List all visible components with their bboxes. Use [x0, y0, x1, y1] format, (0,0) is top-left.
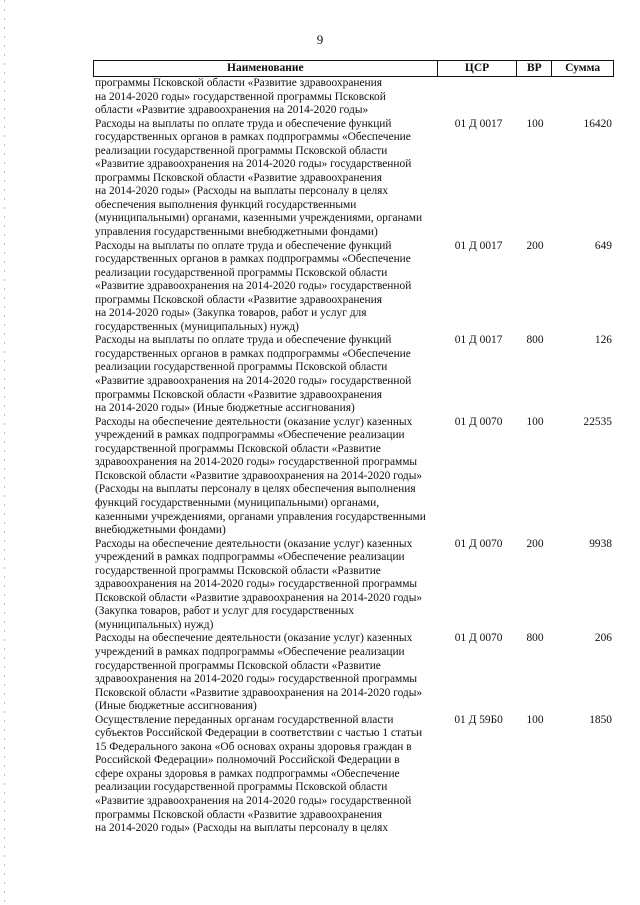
row-csr: 01 Д 0017: [454, 117, 503, 130]
table-row: [93, 538, 614, 633]
row-sum: 9938: [589, 537, 612, 550]
row-csr: 01 Д 0070: [454, 537, 503, 550]
header-vr: ВР: [517, 61, 552, 76]
table-row: [93, 632, 614, 713]
row-csr: 01 Д 59Б0: [454, 713, 503, 726]
row-vr: 800: [526, 334, 544, 347]
page-number: 9: [316, 32, 324, 47]
row-name: Расходы на обеспечение деятельности (оказание услуг) казенных учреждений в рамках подпрограммы «Обеспечение реализации государственной программы Псковской области «Развитие здравоохранения на 2014-2020 годы» государственной программы Псковской области «Развитие здравоохранения на 2014-2020 годы» (Иные бюджетные ассигнования): [95, 632, 423, 713]
budget-table: [93, 60, 614, 836]
table-body: [93, 77, 614, 836]
row-vr: 100: [526, 713, 544, 726]
row-vr: [518, 77, 552, 118]
row-sum: 22535: [583, 415, 612, 428]
row-name: Расходы на выплаты по оплате труда и обеспечение функций государственных органов в рамках подпрограммы «Обеспечение реализации государственной программы Псковской области «Развитие здравоохранения на 2014-2020 годы» государственной программы Псковской области «Развитие здравоохранения на 2014-2020 годы» (Иные бюджетные ассигнования): [95, 334, 412, 415]
row-vr: 800: [526, 632, 544, 645]
row-csr: 01 Д 0070: [454, 632, 503, 645]
row-sum: 206: [594, 632, 612, 645]
row-vr: 200: [526, 239, 544, 252]
table-row: [93, 334, 614, 415]
table-row: [93, 714, 614, 836]
row-vr: 200: [526, 537, 544, 550]
header-sum: Сумма: [565, 62, 601, 74]
row-sum: 126: [594, 334, 612, 347]
row-name: Расходы на обеспечение деятельности (оказание услуг) казенных учреждений в рамках подпрограммы «Обеспечение реализации государственной программы Псковской области «Развитие здравоохранения на 2014-2020 годы» государственной программы Псковской области «Развитие здравоохранения на 2014-2020 годы» (Закупка товаров, работ и услуг для государственных (муниципальных) нужд): [95, 537, 423, 631]
header-csr: ЦСР: [438, 61, 518, 76]
header-name: Наименование: [94, 61, 438, 76]
row-name: Расходы на выплаты по оплате труда и обеспечение функций государственных органов в рамках подпрограммы «Обеспечение реализации государственной программы Псковской области «Развитие здравоохранения на 2014-2020 годы» государственной программы Псковской области «Развитие здравоохранения на 2014-2020 годы» (Расходы на выплаты персоналу в целях обеспечения выполнения функций государственными (муниципальными) органами, казенными учреждениями, органами управления государственными внебюджетными фондами): [95, 117, 423, 239]
table-row: [93, 416, 614, 538]
row-csr: 01 Д 0017: [454, 334, 503, 347]
table-row: [93, 240, 614, 335]
row-csr: 01 Д 0070: [454, 415, 503, 428]
row-sum: [552, 77, 614, 118]
table-header: [93, 60, 614, 77]
row-csr: [433, 77, 517, 118]
row-vr: 100: [526, 415, 544, 428]
row-csr: 01 Д 0017: [454, 239, 503, 252]
row-sum: 1850: [589, 713, 612, 726]
row-vr: 100: [526, 117, 544, 130]
row-name: Расходы на обеспечение деятельности (оказание услуг) казенных учреждений в рамках подпрограммы «Обеспечение реализации государственной программы Псковской области «Развитие здравоохранения на 2014-2020 годы» государственной программы Псковской области «Развитие здравоохранения на 2014-2020 годы» (Расходы на выплаты персоналу в целях обеспечения выполнения функций государственными (муниципальными) органами, казенными учреждениями, органами управления государственными внебюджетными фондами): [95, 415, 426, 537]
row-name: Расходы на выплаты по оплате труда и обеспечение функций государственных органов в рамках подпрограммы «Обеспечение реализации государственной программы Псковской области «Развитие здравоохранения на 2014-2020 годы» государственной программы Псковской области «Развитие здравоохранения на 2014-2020 годы» (Закупка товаров, работ и услуг для государственных (муниципальных) нужд): [95, 239, 412, 333]
row-name: программы Псковской области «Развитие здравоохранения на 2014-2020 годы» государственной программы Псковской области «Развитие здравоохранения на 2014-2020 годы»: [95, 77, 386, 117]
scan-edge-mark: [4, 0, 5, 905]
table-row: [93, 77, 614, 118]
table-row: [93, 118, 614, 240]
row-name: Осуществление переданных органам государственной власти субъектов Российской Федерации в соответствии с частью 1 статьи 15 Федерального закона «Об основах охраны здоровья граждан в Российской Федерации» полномочий Российской Федерации в сфере охраны здоровья в рамках подпрограммы «Обеспечение реализации государственной программы Псковской области «Развитие здравоохранения на 2014-2020 годы» государственной программы Псковской области «Развитие здравоохранения на 2014-2020 годы» (Расходы на выплаты персоналу в целях: [95, 713, 423, 835]
row-sum: 649: [594, 239, 612, 252]
row-sum: 16420: [583, 117, 612, 130]
